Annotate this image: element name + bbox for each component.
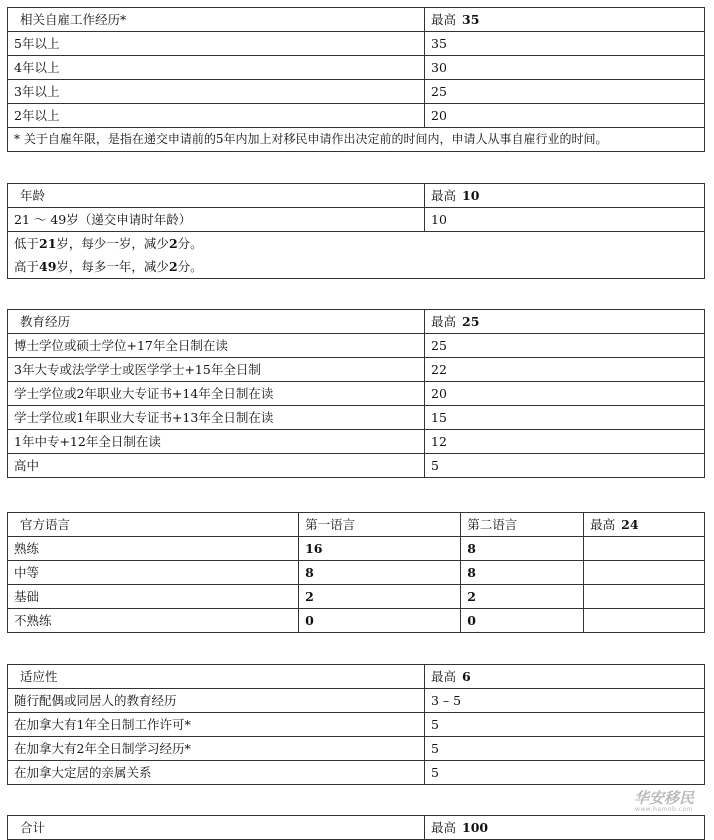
row-label: 3年大专或法学学士或医学学士+15年全日制: [8, 358, 425, 382]
max-label: 最高: [431, 820, 457, 835]
table-row: [8, 56, 705, 80]
table-row: [8, 713, 705, 737]
table-header-row: [8, 184, 705, 208]
second-language-value: 8: [461, 537, 584, 561]
row-label: 5年以上: [8, 32, 425, 56]
max-label: 最高: [590, 517, 616, 532]
row-label: 2年以上: [8, 104, 425, 128]
row-label: 基础: [8, 585, 299, 609]
max-value: 6: [462, 669, 471, 684]
row-value: 35: [425, 32, 705, 56]
max-label: 最高: [431, 314, 457, 329]
education-header: 教育经历: [8, 310, 425, 334]
education-table: [7, 309, 705, 478]
row-label: 不熟练: [8, 609, 299, 633]
second-language-header: 第二语言: [461, 513, 584, 537]
watermark-logo: [624, 790, 704, 814]
table-row: [8, 737, 705, 761]
empty-cell: [584, 561, 705, 585]
table-row: [8, 454, 705, 478]
note-number: 2: [168, 259, 178, 274]
note-text: 岁，每多一年，减少: [56, 259, 169, 274]
row-label: 3年以上: [8, 80, 425, 104]
adaptability-table: [7, 664, 705, 785]
age-table: [7, 183, 705, 279]
self-employment-header: 相关自雇工作经历*: [8, 8, 425, 32]
table-header-row: [8, 8, 705, 32]
table-row: [8, 358, 705, 382]
adaptability-header: 适应性: [8, 665, 425, 689]
age-note-over: [8, 255, 705, 279]
table-row: [8, 609, 705, 633]
row-value: 10: [425, 208, 705, 232]
note-number: 2: [168, 236, 178, 251]
max-score-cell: [425, 665, 705, 689]
table-row: [8, 80, 705, 104]
first-language-header: 第一语言: [299, 513, 461, 537]
note-text: 分。: [177, 236, 203, 251]
empty-cell: [584, 537, 705, 561]
row-label: 学士学位或1年职业大专证书+13年全日制在读: [8, 406, 425, 430]
row-value: 5: [425, 713, 705, 737]
max-score-cell: [584, 513, 705, 537]
row-value: 20: [425, 104, 705, 128]
max-value: 10: [462, 188, 480, 203]
total-table: [7, 815, 705, 840]
table-row: [8, 689, 705, 713]
second-language-value: 8: [461, 561, 584, 585]
table-row: [8, 208, 705, 232]
table-row: [8, 537, 705, 561]
empty-cell: [584, 585, 705, 609]
note-row: [8, 232, 705, 256]
language-header: 官方语言: [8, 513, 299, 537]
max-value: 24: [621, 517, 639, 532]
note-text: 分。: [177, 259, 203, 274]
table-header-row: [8, 665, 705, 689]
second-language-value: 2: [461, 585, 584, 609]
age-note-under: [8, 232, 705, 256]
first-language-value: 16: [299, 537, 461, 561]
row-label: 学士学位或2年职业大专证书+14年全日制在读: [8, 382, 425, 406]
first-language-value: 2: [299, 585, 461, 609]
row-value: 5: [425, 737, 705, 761]
note-row: [8, 255, 705, 279]
table-row: [8, 334, 705, 358]
max-value: 100: [462, 820, 489, 835]
row-value: 5: [425, 454, 705, 478]
row-label: 随行配偶或同居人的教育经历: [8, 689, 425, 713]
self-employment-note: * 关于自雇年限，是指在递交申请前的5年内加上对移民申请作出决定前的时间内，申请人从事自雇行业的时间。: [8, 128, 705, 152]
table-row: [8, 382, 705, 406]
row-value: 5: [425, 761, 705, 785]
table-row: [8, 561, 705, 585]
row-label: 高中: [8, 454, 425, 478]
row-label: 熟练: [8, 537, 299, 561]
table-header-row: [8, 310, 705, 334]
table-header-row: [8, 513, 705, 537]
row-label: 4年以上: [8, 56, 425, 80]
table-row: [8, 32, 705, 56]
table-row: [8, 585, 705, 609]
first-language-value: 8: [299, 561, 461, 585]
row-value: 3 – 5: [425, 689, 705, 713]
language-table: [7, 512, 705, 633]
note-row: [8, 128, 705, 152]
row-label: 在加拿大有1年全日制工作许可*: [8, 713, 425, 737]
note-text: 高于: [14, 259, 40, 274]
row-label: 中等: [8, 561, 299, 585]
row-value: 12: [425, 430, 705, 454]
max-label: 最高: [431, 12, 457, 27]
max-score-cell: [425, 310, 705, 334]
row-label: 在加拿大有2年全日制学习经历*: [8, 737, 425, 761]
table-row: [8, 104, 705, 128]
table-row: [8, 761, 705, 785]
table-header-row: [8, 816, 705, 840]
total-header: 合计: [8, 816, 425, 840]
row-label: 在加拿大定居的亲属关系: [8, 761, 425, 785]
watermark-brand: 华安移民: [633, 789, 694, 807]
row-label: 1年中专+12年全日制在读: [8, 430, 425, 454]
table-row: [8, 430, 705, 454]
row-value: 25: [425, 334, 705, 358]
row-value: 25: [425, 80, 705, 104]
first-language-value: 0: [299, 609, 461, 633]
note-text: 低于: [14, 236, 40, 251]
note-number: 21: [39, 236, 57, 251]
max-score-cell: [425, 184, 705, 208]
second-language-value: 0: [461, 609, 584, 633]
note-text: 岁，每少一岁，减少: [56, 236, 169, 251]
age-header: 年龄: [8, 184, 425, 208]
max-label: 最高: [431, 188, 457, 203]
max-value: 25: [462, 314, 480, 329]
max-score-cell: [425, 816, 705, 840]
empty-cell: [584, 609, 705, 633]
note-number: 49: [39, 259, 57, 274]
max-value: 35: [462, 12, 480, 27]
row-value: 20: [425, 382, 705, 406]
row-label: 21 ～ 49岁（递交申请时年龄）: [8, 208, 425, 232]
row-value: 30: [425, 56, 705, 80]
row-value: 22: [425, 358, 705, 382]
table-row: [8, 406, 705, 430]
row-label: 博士学位或硕士学位+17年全日制在读: [8, 334, 425, 358]
self-employment-table: [7, 7, 705, 152]
watermark-site: www.hamob.com: [634, 806, 694, 813]
max-score-cell: [425, 8, 705, 32]
max-label: 最高: [431, 669, 457, 684]
row-value: 15: [425, 406, 705, 430]
